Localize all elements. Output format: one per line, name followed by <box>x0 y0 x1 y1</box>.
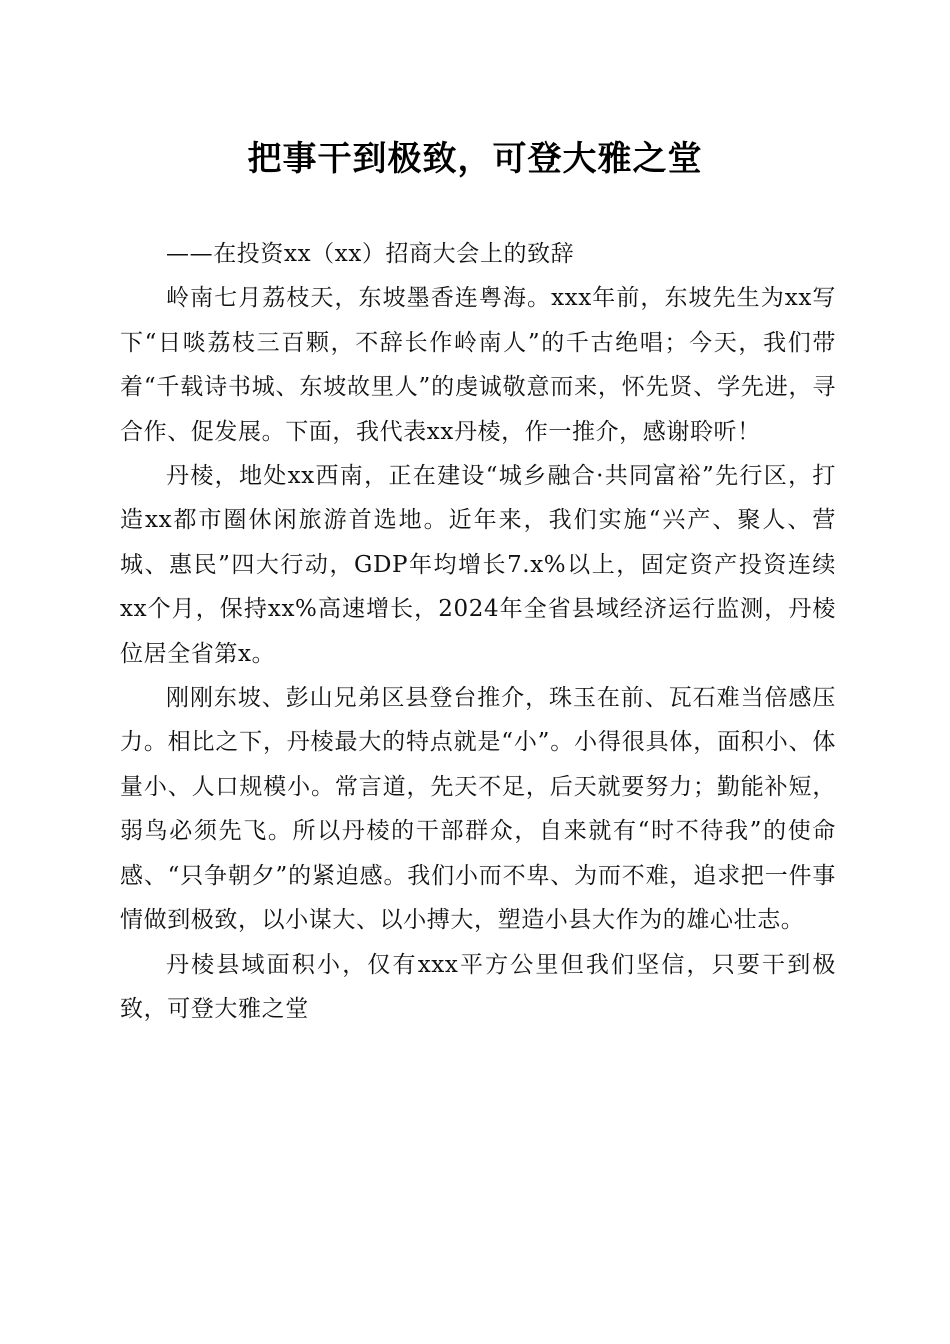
document-subtitle: ——在投资xx（xx）招商大会上的致辞 <box>166 241 575 267</box>
paragraph-4: 丹棱县域面积小，仅有xxx平方公里但我们坚信，只要干到极致，可登大雅之堂 <box>120 951 836 1022</box>
paragraph-2: 丹棱，地处xx西南，正在建设“城乡融合·共同富裕”先行区，打造xx都市圈休闲旅游首选地。近年来，我们实施“兴产、聚人、营城、惠民”四大行动，GDP年均增长7.x%以上，固定资产投资连续xx个月，保持xx%高速增长，2024年全省县域经济运行监测，丹棱位居全省第x。 <box>120 463 836 667</box>
paragraph-1: 岭南七月荔枝天，东坡墨香连粤海。xxx年前，东坡先生为xx写下“日啖荔枝三百颗，不辞长作岭南人”的千古绝唱；今天，我们带着“千载诗书城、东坡故里人”的虔诚敬意而来，怀先贤、学先进，寻合作、促发展。下面，我代表xx丹棱，作一推介，感谢聆听！ <box>120 285 836 445</box>
paragraph-3: 刚刚东坡、彭山兄弟区县登台推介，珠玉在前、瓦石难当倍感压力。相比之下，丹棱最大的特点就是“小”。小得很具体，面积小、体量小、人口规模小。常言道，先天不足，后天就要努力；勤能补短，弱鸟必须先飞。所以丹棱的干部群众，自来就有“时不待我”的使命感、“只争朝夕”的紧迫感。我们小而不卑、为而不难，追求把一件事情做到极致，以小谋大、以小搏大，塑造小县大作为的雄心壮志。 <box>120 685 836 934</box>
document-title: 把事干到极致，可登大雅之堂 <box>247 139 703 179</box>
document-body <box>120 232 836 1031</box>
